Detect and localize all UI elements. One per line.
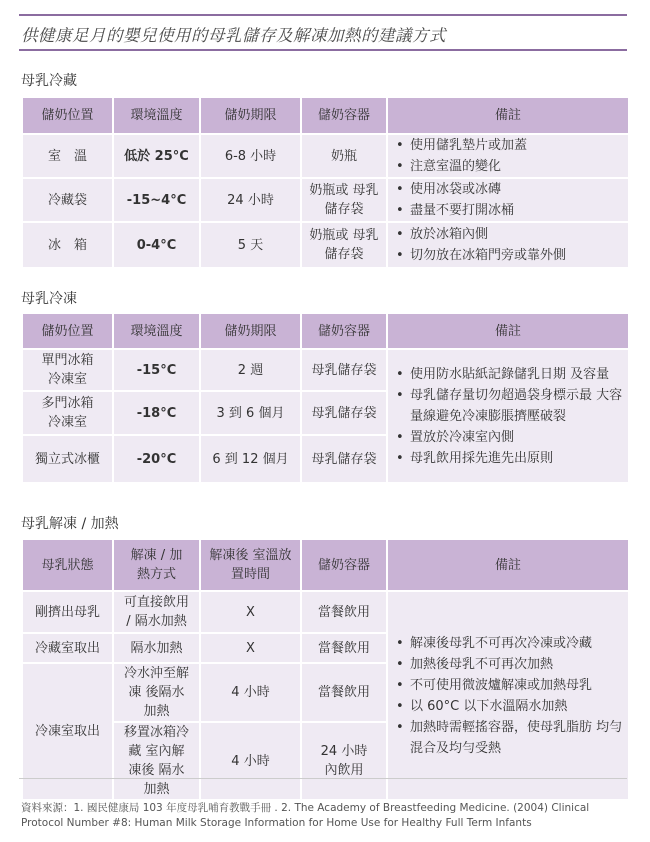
header-container: 儲奶容器 xyxy=(301,313,387,349)
note-item: • 以 60°C 以下水溫隔水加熱 xyxy=(396,696,628,717)
cell-container: 奶瓶 xyxy=(301,134,387,178)
cell-container: 當餐飲用 xyxy=(301,663,387,722)
header-temperature: 環境溫度 xyxy=(113,97,200,134)
cell-method: 可直接飲用 / 隔水加熱 xyxy=(113,591,200,633)
cell-method: 移置冰箱冷藏 室內解凍後 隔水加熱 xyxy=(113,722,200,800)
cell-status: 冷凍室取出 xyxy=(22,663,113,800)
header-status: 母乳狀態 xyxy=(22,539,113,591)
title-underline xyxy=(19,49,627,51)
cell-container: 當餐飲用 xyxy=(301,633,387,663)
cell-temperature: -18°C xyxy=(113,391,200,435)
cell-container: 母乳儲存袋 xyxy=(301,391,387,435)
cell-position: 冰 箱 xyxy=(22,222,113,268)
cell-temperature: -15°C xyxy=(113,349,200,391)
thaw-table xyxy=(21,538,630,801)
cell-duration: 3 到 6 個月 xyxy=(200,391,301,435)
page-title: 供健康足月的嬰兒使用的母乳儲存及解凍加熱的建議方式 xyxy=(21,26,446,45)
cell-after: X xyxy=(200,591,301,633)
table-row xyxy=(22,222,629,268)
note-item: • 注意室溫的變化 xyxy=(396,156,628,177)
section-thaw-heading: 母乳解凍 / 加熱 xyxy=(21,516,119,532)
header-container: 儲奶容器 xyxy=(301,97,387,134)
header-after-thaw: 解凍後 室溫放置時間 xyxy=(200,539,301,591)
header-thaw-method: 解凍 / 加熱方式 xyxy=(113,539,200,591)
top-rule xyxy=(19,14,627,16)
cell-duration: 6 到 12 個月 xyxy=(200,435,301,483)
cell-note xyxy=(387,134,629,178)
cell-after: 4 小時 xyxy=(200,722,301,800)
header-duration: 儲奶期限 xyxy=(200,313,301,349)
cell-note xyxy=(387,222,629,268)
note-item: • 母乳飲用採先進先出原則 xyxy=(396,448,628,469)
header-position: 儲奶位置 xyxy=(22,97,113,134)
note-item: • 加熱時需輕搖容器，使母乳脂肪 均勻混合及均勻受熱 xyxy=(396,717,628,759)
note-item: • 母乳儲存量切勿超過袋身標示最 大容量線避免冷凍膨脹擠壓破裂 xyxy=(396,385,628,427)
cell-method: 冷水沖至解凍 後隔水加熱 xyxy=(113,663,200,722)
cell-temperature: -20°C xyxy=(113,435,200,483)
cell-container: 奶瓶或 母乳儲存袋 xyxy=(301,178,387,222)
cell-method: 隔水加熱 xyxy=(113,633,200,663)
note-item: • 使用防水貼紙記錄儲乳日期 及容量 xyxy=(396,364,628,385)
cell-container: 24 小時 內飲用 xyxy=(301,722,387,800)
cell-after: 4 小時 xyxy=(200,663,301,722)
cell-container: 當餐飲用 xyxy=(301,591,387,633)
header-note: 備註 xyxy=(387,539,629,591)
cell-note xyxy=(387,349,629,483)
cell-container: 母乳儲存袋 xyxy=(301,349,387,391)
note-item: • 解凍後母乳不可再次冷凍或冷藏 xyxy=(396,633,628,654)
header-note: 備註 xyxy=(387,313,629,349)
source-footnote: 資料來源：1. 國民健康局 103 年度母乳哺育教戰手冊 . 2. The Academy of Breastfeeding Medicine. (2004) Clinical Protocol Number #8: Human Milk Storage Information for Home Use for Healthy Full Term Infants xyxy=(21,802,590,829)
cell-duration: 2 週 xyxy=(200,349,301,391)
cell-note xyxy=(387,178,629,222)
cell-duration: 5 天 xyxy=(200,222,301,268)
cell-position: 多門冰箱 冷凍室 xyxy=(22,391,113,435)
section-freeze-heading: 母乳冷凍 xyxy=(21,291,77,307)
cell-position: 單門冰箱 冷凍室 xyxy=(22,349,113,391)
cell-position: 冷藏袋 xyxy=(22,178,113,222)
table-row xyxy=(22,591,629,633)
header-container: 儲奶容器 xyxy=(301,539,387,591)
cell-temperature: 0-4°C xyxy=(113,222,200,268)
section-refrigerate-heading: 母乳冷藏 xyxy=(21,73,77,89)
note-item: • 盡量不要打開冰桶 xyxy=(396,200,628,221)
header-duration: 儲奶期限 xyxy=(200,97,301,134)
cell-duration: 6-8 小時 xyxy=(200,134,301,178)
note-item: • 加熱後母乳不可再次加熱 xyxy=(396,654,628,675)
cell-status: 冷藏室取出 xyxy=(22,633,113,663)
table-row xyxy=(22,178,629,222)
cell-container: 母乳儲存袋 xyxy=(301,435,387,483)
refrigerate-table xyxy=(21,96,630,269)
table-row xyxy=(22,349,629,391)
table-row xyxy=(22,134,629,178)
freeze-table xyxy=(21,312,630,484)
cell-status: 剛擠出母乳 xyxy=(22,591,113,633)
cell-position: 室 溫 xyxy=(22,134,113,178)
note-item: • 切勿放在冰箱門旁或靠外側 xyxy=(396,245,628,266)
note-item: • 置放於冷凍室內側 xyxy=(396,427,628,448)
cell-temperature: 低於 25°C xyxy=(113,134,200,178)
cell-duration: 24 小時 xyxy=(200,178,301,222)
note-item: • 使用冰袋或冰磚 xyxy=(396,179,628,200)
cell-position: 獨立式冰櫃 xyxy=(22,435,113,483)
cell-note xyxy=(387,591,629,800)
note-item: • 使用儲乳墊片或加蓋 xyxy=(396,135,628,156)
cell-after: X xyxy=(200,633,301,663)
cell-container: 奶瓶或 母乳儲存袋 xyxy=(301,222,387,268)
note-item: • 放於冰箱內側 xyxy=(396,224,628,245)
note-item: • 不可使用微波爐解凍或加熱母乳 xyxy=(396,675,628,696)
header-position: 儲奶位置 xyxy=(22,313,113,349)
cell-temperature: -15~4°C xyxy=(113,178,200,222)
header-note: 備註 xyxy=(387,97,629,134)
footer-rule xyxy=(19,778,627,779)
header-temperature: 環境溫度 xyxy=(113,313,200,349)
